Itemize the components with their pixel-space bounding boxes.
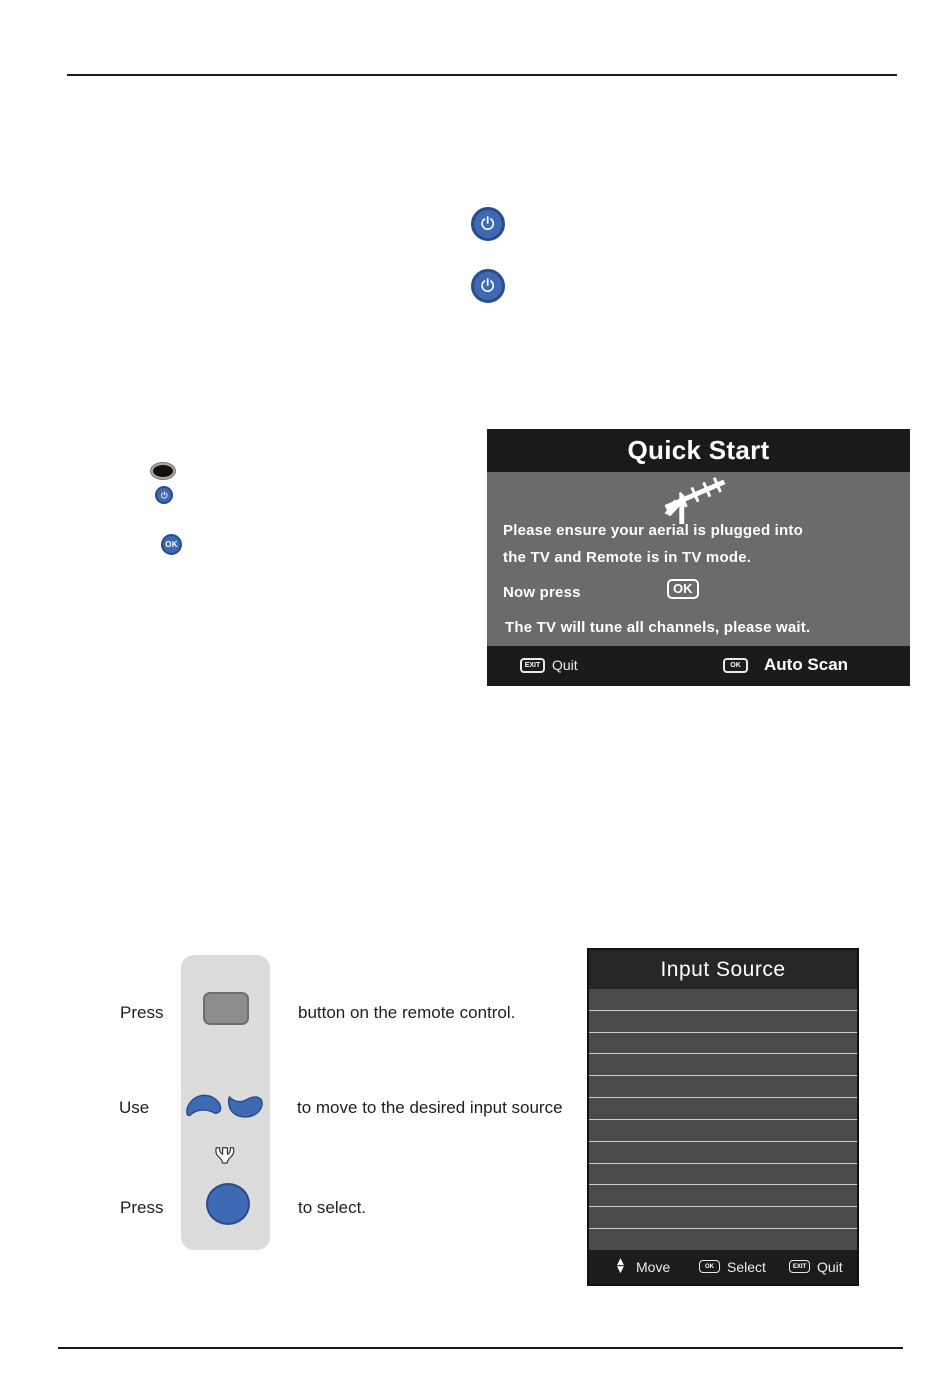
input-source-row (589, 1076, 857, 1098)
input-source-row (589, 1207, 857, 1229)
input-source-row (589, 1142, 857, 1164)
channel-down-button-icon (227, 1091, 263, 1118)
quick-start-body (487, 472, 910, 646)
quick-start-line1: Please ensure your aerial is plugged into (503, 522, 803, 539)
input-source-row (589, 1054, 857, 1076)
tv-power-key-icon (151, 463, 175, 479)
step1-description: button on the remote control. (298, 1003, 516, 1022)
power-glyph (160, 491, 169, 500)
quick-start-header (487, 429, 910, 472)
input-source-row (589, 1120, 857, 1142)
ok-button-icon: OK (161, 534, 182, 555)
aerial-antenna-icon (663, 475, 727, 524)
input-source-footer (589, 1250, 857, 1284)
step2-description: to move to the desired input source (297, 1098, 563, 1117)
step3-description: to select. (298, 1198, 367, 1217)
quit-label: Quit (552, 657, 578, 673)
input-source-row (589, 1011, 857, 1033)
exit-key-badge: EXIT (520, 658, 545, 673)
input-source-menu (587, 948, 859, 1286)
power-glyph (479, 215, 496, 232)
channel-up-button-icon (185, 1093, 222, 1118)
top-rule (67, 74, 897, 76)
step1-action-label: Press (120, 1003, 164, 1022)
power-glyph (479, 277, 496, 294)
quick-start-dialog (487, 429, 910, 686)
ok-key-badge: OK (667, 579, 699, 599)
now-press-label: Now press (503, 584, 581, 601)
quit-label: Quit (817, 1259, 843, 1275)
move-label: Move (636, 1259, 671, 1275)
select-label: Select (727, 1259, 766, 1275)
quick-start-footer (487, 646, 910, 686)
input-source-row (589, 1229, 857, 1250)
exit-key-badge: EXIT (789, 1260, 810, 1273)
arrow-up-icon: ▲ (617, 1257, 624, 1267)
input-source-row (589, 1098, 857, 1120)
ok-key-badge: OK (723, 658, 748, 673)
input-source-title: Input Source (660, 957, 786, 981)
input-source-row (589, 1164, 857, 1186)
quick-start-title: Quick Start (627, 435, 770, 465)
auto-scan-label: Auto Scan (764, 655, 849, 674)
ok-key-badge: OK (699, 1260, 720, 1273)
input-source-row (589, 1185, 857, 1207)
up-down-arrows-icon (617, 1258, 624, 1274)
power-button-icon (471, 207, 505, 241)
input-source-row (589, 989, 857, 1011)
step2-action-label: Use (119, 1098, 150, 1117)
input-source-list (589, 989, 857, 1250)
ok-select-button-icon (206, 1183, 250, 1225)
source-button-icon (203, 992, 249, 1025)
hand-press-icon (213, 1146, 237, 1168)
bottom-rule (58, 1347, 903, 1349)
quick-start-line2: the TV and Remote is in TV mode. (503, 549, 752, 566)
input-source-header (589, 950, 857, 989)
step3-action-label: Press (120, 1198, 164, 1217)
remote-power-button-icon (155, 486, 173, 504)
arrow-down-icon: ▼ (617, 1265, 624, 1275)
input-source-row (589, 1033, 857, 1055)
quick-start-wait-line: The TV will tune all channels, please wait. (505, 619, 811, 636)
power-button-icon (471, 269, 505, 303)
